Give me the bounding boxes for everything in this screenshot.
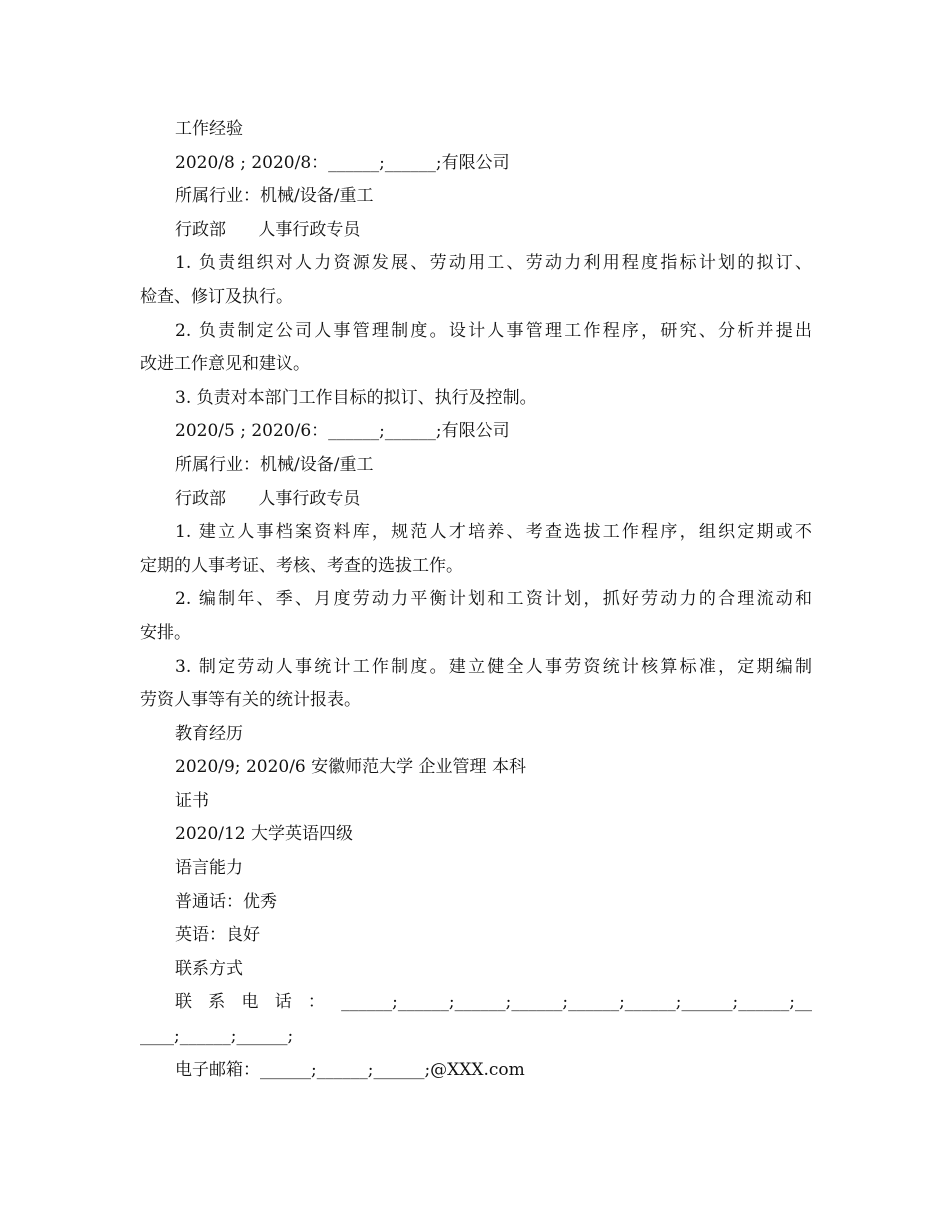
job-2-duty-2-line-2: 安排。 [140,622,191,643]
section-heading-languages: 语言能力 [175,858,243,879]
job-2-duty-3-line-1: 3. 制定劳动人事统计工作制度。建立健全人事劳资统计核算标准，定期编制 [175,656,812,677]
job-1-industry: 所属行业：机械/设备/重工 [175,186,374,207]
contact-email: 电子邮箱：______;______;______;@XXX.com [175,1059,525,1080]
language-mandarin: 普通话：优秀 [175,891,277,912]
job-1-department-title: 行政部 人事行政专员 [175,219,361,240]
job-2-duty-2-line-1: 2. 编制年、季、月度劳动力平衡计划和工资计划，抓好劳动力的合理流动和 [175,589,812,610]
job-2-duty-3-line-2: 劳资人事等有关的统计报表。 [140,690,361,711]
job-2-industry: 所属行业：机械/设备/重工 [175,454,374,475]
job-1-duty-1-line-1: 1. 负责组织对人力资源发展、劳动用工、劳动力利用程度指标计划的拟订、 [175,253,812,274]
section-heading-certificates: 证书 [175,790,209,811]
section-heading-work-experience: 工作经验 [175,119,243,139]
section-heading-contact: 联系方式 [175,958,243,979]
job-2-duty-1-line-1: 1. 建立人事档案资料库，规范人才培养、考查选拔工作程序，组织定期或不 [175,522,812,543]
job-1-duty-2-line-2: 改进工作意见和建议。 [140,354,310,375]
job-2-period-company: 2020/5 ; 2020/6：______;______;有限公司 [175,421,510,442]
job-2-department-title: 行政部 人事行政专员 [175,488,361,509]
contact-phone-line-2: ____;______;______; [140,1026,294,1047]
section-heading-education: 教育经历 [175,723,243,744]
language-english: 英语：良好 [175,925,260,946]
education-entry: 2020/9; 2020/6 安徽师范大学 企业管理 本科 [175,757,526,778]
job-1-duty-2-line-1: 2. 负责制定公司人事管理制度。设计人事管理工作程序，研究、分析并提出 [175,320,812,341]
job-1-duty-1-line-2: 检查、修订及执行。 [140,286,293,307]
job-1-period-company: 2020/8 ; 2020/8：______;______;有限公司 [175,152,510,173]
job-2-duty-1-line-2: 定期的人事考证、考核、考查的选拔工作。 [140,555,463,576]
contact-phone-line-1: 联系电话：______;______;______;______;______;______;______;______;__ [175,992,812,1013]
certificate-entry: 2020/12 大学英语四级 [175,824,354,845]
job-1-duty-3: 3. 负责对本部门工作目标的拟订、执行及控制。 [175,387,537,408]
document-page [140,113,812,1087]
